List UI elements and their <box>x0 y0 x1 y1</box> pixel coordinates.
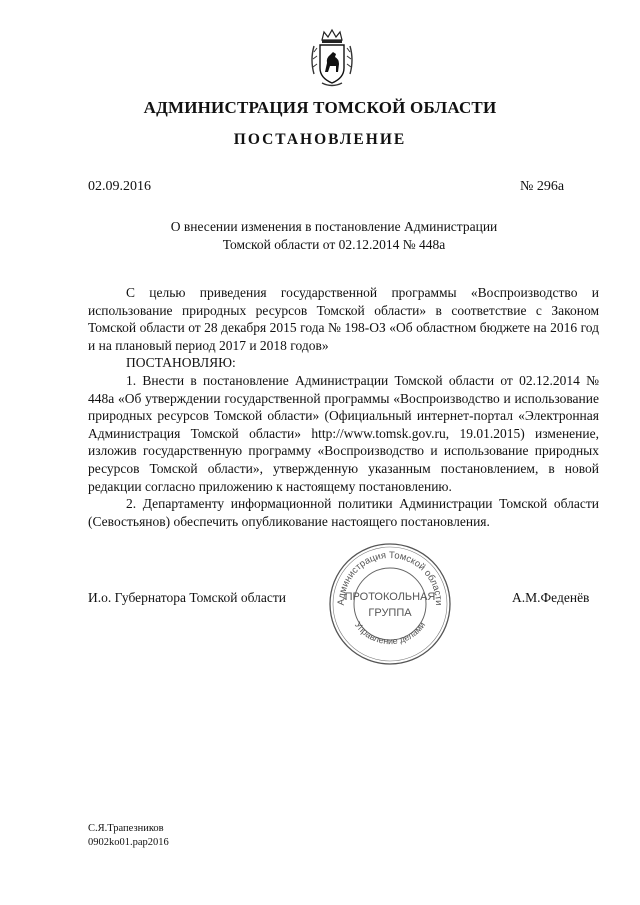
tomsk-coat-of-arms-emblem <box>308 28 356 90</box>
stamp-bottom-text: Управление делами <box>352 619 428 647</box>
item-1-paragraph: 1. Внести в постановление Администрации Томской области от 02.12.2014 № 448а «Об утверждении государственной программы «Воспроизводство и использование природных ресурсов Томской области» (Официальный интернет-портал «Электронная Администрация Томской области» http://www.tomsk.gov.ru, 19.01.2015) изменение, изложив государственную программу «Воспроизводство и использование природных ресурсов Томской области», утвержденную указанным постановлением, в новой редакции согласно приложению к настоящему постановлению. <box>88 372 599 494</box>
subject-line-2: Томской области от 02.12.2014 № 448а <box>222 237 446 252</box>
signatory-position: И.о. Губернатора Томской области <box>88 590 286 605</box>
document-type-title: ПОСТАНОВЛЕНИЕ <box>233 131 407 148</box>
protocol-group-stamp <box>326 540 454 668</box>
file-code: 0902ko01.pap2016 <box>88 837 169 848</box>
document-date: 02.09.2016 <box>88 179 151 194</box>
organization-title: АДМИНИСТРАЦИЯ ТОМСКОЙ ОБЛАСТИ <box>143 98 497 117</box>
document-subject <box>150 218 518 254</box>
document-footer <box>88 822 169 850</box>
stamp-inner-line-2: ГРУППА <box>368 607 412 619</box>
subject-line-1: О внесении изменения в постановление Администрации <box>170 219 498 234</box>
preamble-paragraph: С целью приведения государственной программы «Воспроизводство и использование природных ресурсов Томской области» в соответствие с Законом Томской области от 28 декабря 2015 года № 198-ОЗ «Об областном бюджете на 2016 год и на плановый период 2017 и 2018 годов» <box>88 285 599 353</box>
stamp-inner-line-1: ПРОТОКОЛЬНАЯ <box>344 591 436 603</box>
stamp-outer-text: Администрация Томской области <box>335 549 445 606</box>
document-number: № 296а <box>520 179 565 194</box>
document-body <box>88 284 599 530</box>
signatory-name: А.М.Феденёв <box>512 590 590 605</box>
executor-name: С.Я.Трапезников <box>88 823 164 834</box>
decree-heading: ПОСТАНОВЛЯЮ: <box>126 355 236 371</box>
item-2-paragraph: 2. Департаменту информационной политики Администрации Томской области (Севостьянов) обеспечить опубликование настоящего постановления. <box>88 496 599 529</box>
